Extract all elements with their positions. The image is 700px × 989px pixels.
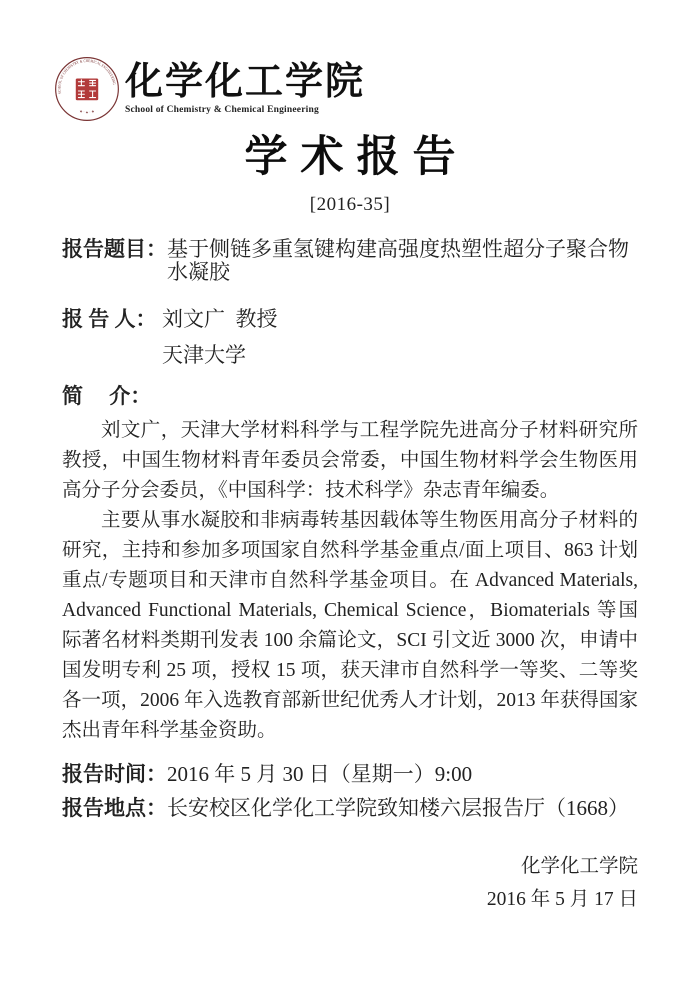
- signature-organization: 化学化工学院: [520, 855, 638, 877]
- speaker-affiliation: 天津大学: [162, 342, 246, 367]
- venue-label: 报告地点：: [62, 795, 167, 820]
- school-logo: [54, 56, 700, 122]
- time-value: 2016 年 5 月 30 日（星期一）9:00: [167, 761, 473, 786]
- introduction-label: 简 介：: [62, 383, 152, 408]
- introduction-heading-row: [62, 385, 638, 408]
- topic-label: 报告题目：: [62, 236, 167, 261]
- speaker-row: [62, 308, 638, 331]
- venue-value: 长安校区化学化工学院致知楼六层报告厅（1668）: [167, 795, 629, 820]
- page-title: 学术报告: [244, 134, 469, 181]
- school-name-english: School of Chemistry & Chemical Engineering: [125, 104, 319, 115]
- topic-value: 基于侧链多重氢键构建高强度热塑性超分子聚合物水凝胶: [167, 236, 629, 284]
- speaker-value: 刘文广 教授: [162, 306, 278, 331]
- signature-block: [0, 850, 638, 916]
- signature-date: 2016 年 5 月 17 日: [486, 888, 638, 910]
- svg-text:★ · ★ · ★: [79, 109, 96, 114]
- venue-row: [62, 797, 638, 820]
- letterhead: [0, 0, 700, 216]
- school-name-block: [125, 63, 365, 115]
- issue-number: [2016-35]: [309, 193, 391, 215]
- school-seal-icon: [54, 56, 120, 122]
- introduction-paragraph-1: 刘文广，天津大学材料科学与工程学院先进高分子材料研究所教授，中国生物材料青年委员会常委，中国生物材料学会生物医用高分子分会委员，《中国科学：技术科学》杂志青年编委。: [62, 419, 638, 501]
- topic-row: [62, 238, 638, 284]
- announcement-body: [0, 238, 700, 820]
- speaker-label: 报 告 人：: [62, 306, 157, 331]
- speaker-affiliation-row: [162, 344, 638, 367]
- seal-bottom-decoration: ★ · ★ · ★: [78, 109, 96, 115]
- seal-rim-text: SCHOOL OF CHEMISTRY & CHEMICAL ENGINEERING: [56, 57, 118, 95]
- school-name-calligraphy: 化学化工学院: [125, 61, 366, 104]
- time-label: 报告时间：: [62, 761, 167, 786]
- time-row: [62, 763, 638, 786]
- introduction-paragraph-2: 主要从事水凝胶和非病毒转基因载体等生物医用高分子材料的研究，主持和参加多项国家自然科学基金重点/面上项目、863 计划重点/专题项目和天津市自然科学基金项目。在 Advanced Materials, Advanced Functional Materials, Chemical Science，Biomaterials 等国际著名材料类期刊发表 100 余篇论文，SCI 引文近 3000 次，申请中国发明专利 25 项，授权 15 项，获天津市自然科学一等奖、二等奖各一项，2006 年入选教育部新世纪优秀人才计划，2013 年获得国家杰出青年科学基金资助。: [62, 509, 638, 741]
